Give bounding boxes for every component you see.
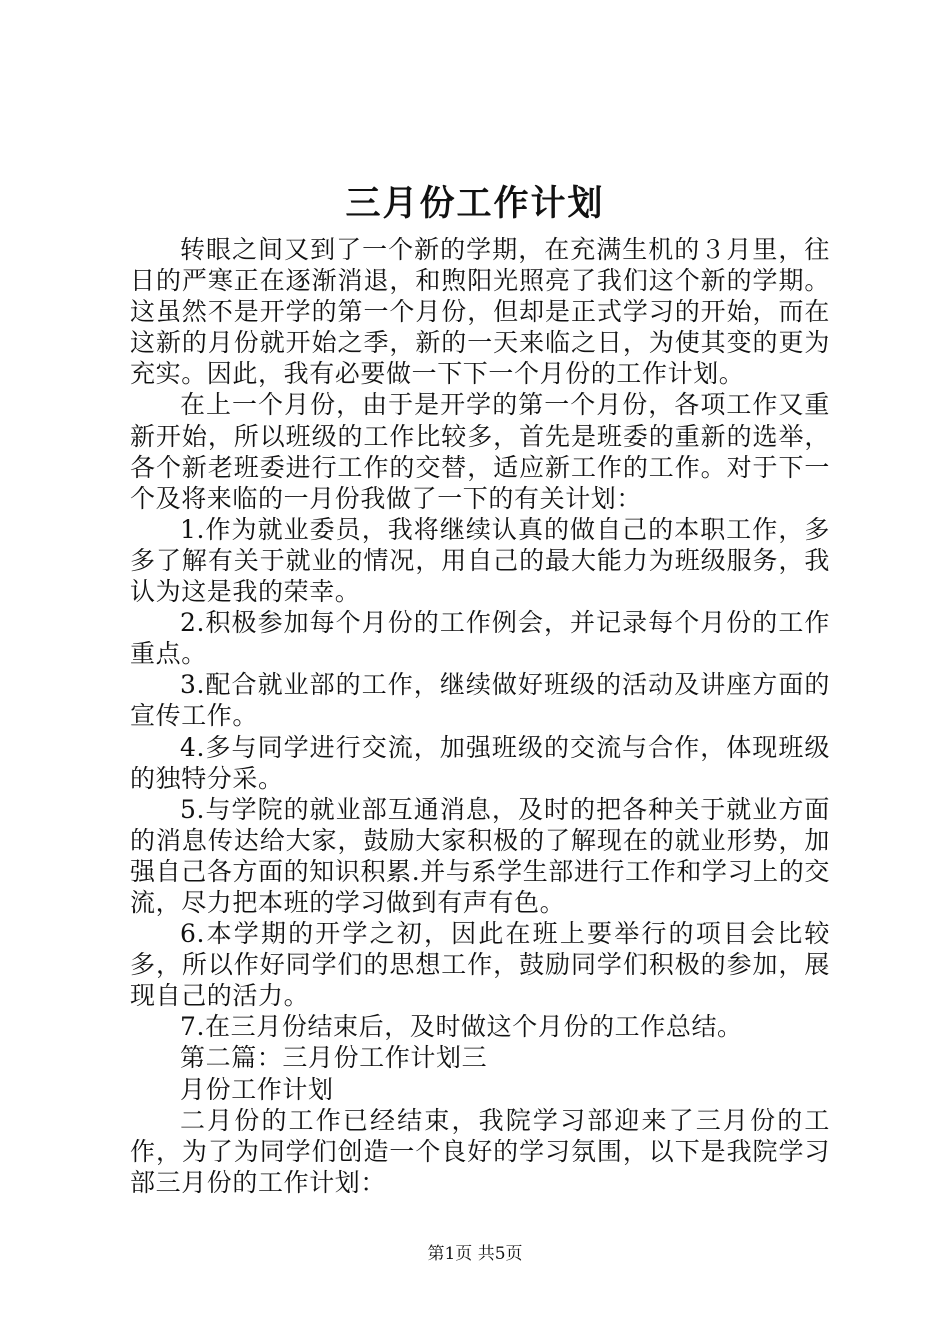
section-subheading: 月份工作计划 [180, 1074, 334, 1104]
paragraph-intro: 转眼之间又到了一个新的学期，在充满生机的３月里，往日的严寒正在逐渐消退，和煦阳光照亮了我们这个新的学期。这虽然不是开学的第一个月份，但却是正式学习的开始，而在这新的月份就开始之季，新的一天来临之日，为使其变的更为充实。因此，我有必要做一下下一个月份的工作计划。 [130, 235, 830, 389]
plan-item-4: 4.多与同学进行交流，加强班级的交流与合作，体现班级的独特分采。 [130, 732, 830, 793]
page-number: 第1页 [427, 1244, 473, 1264]
plan-item-7: 7.在三月份结束后，及时做这个月份的工作总结。 [180, 1012, 743, 1042]
plan-item-1: 1.作为就业委员，我将继续认真的做自己的本职工作，多多了解有关于就业的情况，用自己的最大能力为班级服务，我认为这是我的荣幸。 [130, 514, 830, 607]
document-body [130, 234, 830, 1198]
page-footer [0, 1242, 950, 1266]
paragraph-second-intro: 二月份的工作已经结束，我院学习部迎来了三月份的工作，为了为同学们创造一个良好的学习氛围，以下是我院学习部三月份的工作计划： [130, 1105, 830, 1197]
plan-item-3: 3.配合就业部的工作，继续做好班级的活动及讲座方面的宣传工作。 [130, 670, 830, 731]
paragraph-last-month: 在上一个月份，由于是开学的第一个月份，各项工作又重新开始，所以班级的工作比较多，首先是班委的重新的选举，各个新老班委进行工作的交替，适应新工作的工作。对于下一个及将来临的一月份我做了一下的有关计划： [130, 390, 830, 513]
document-title: 三月份工作计划 [345, 183, 605, 224]
page-total: 共5页 [477, 1244, 523, 1264]
plan-item-2: 2.积极参加每个月份的工作例会，并记录每个月份的工作重点。 [130, 608, 830, 669]
plan-item-5: 5.与学院的就业部互通消息，及时的把各种关于就业方面的消息传达给大家，鼓励大家积极的了解现在的就业形势，加强自己各方面的知识积累.并与系学生部进行工作和学习上的交流，尽力把本班的学习做到有声有色。 [130, 794, 830, 917]
section-heading-second: 第二篇：三月份工作计划三 [180, 1043, 488, 1073]
plan-item-6: 6.本学期的开学之初，因此在班上要举行的项目会比较多，所以作好同学们的思想工作，鼓励同学们积极的参加，展现自己的活力。 [130, 919, 830, 1011]
